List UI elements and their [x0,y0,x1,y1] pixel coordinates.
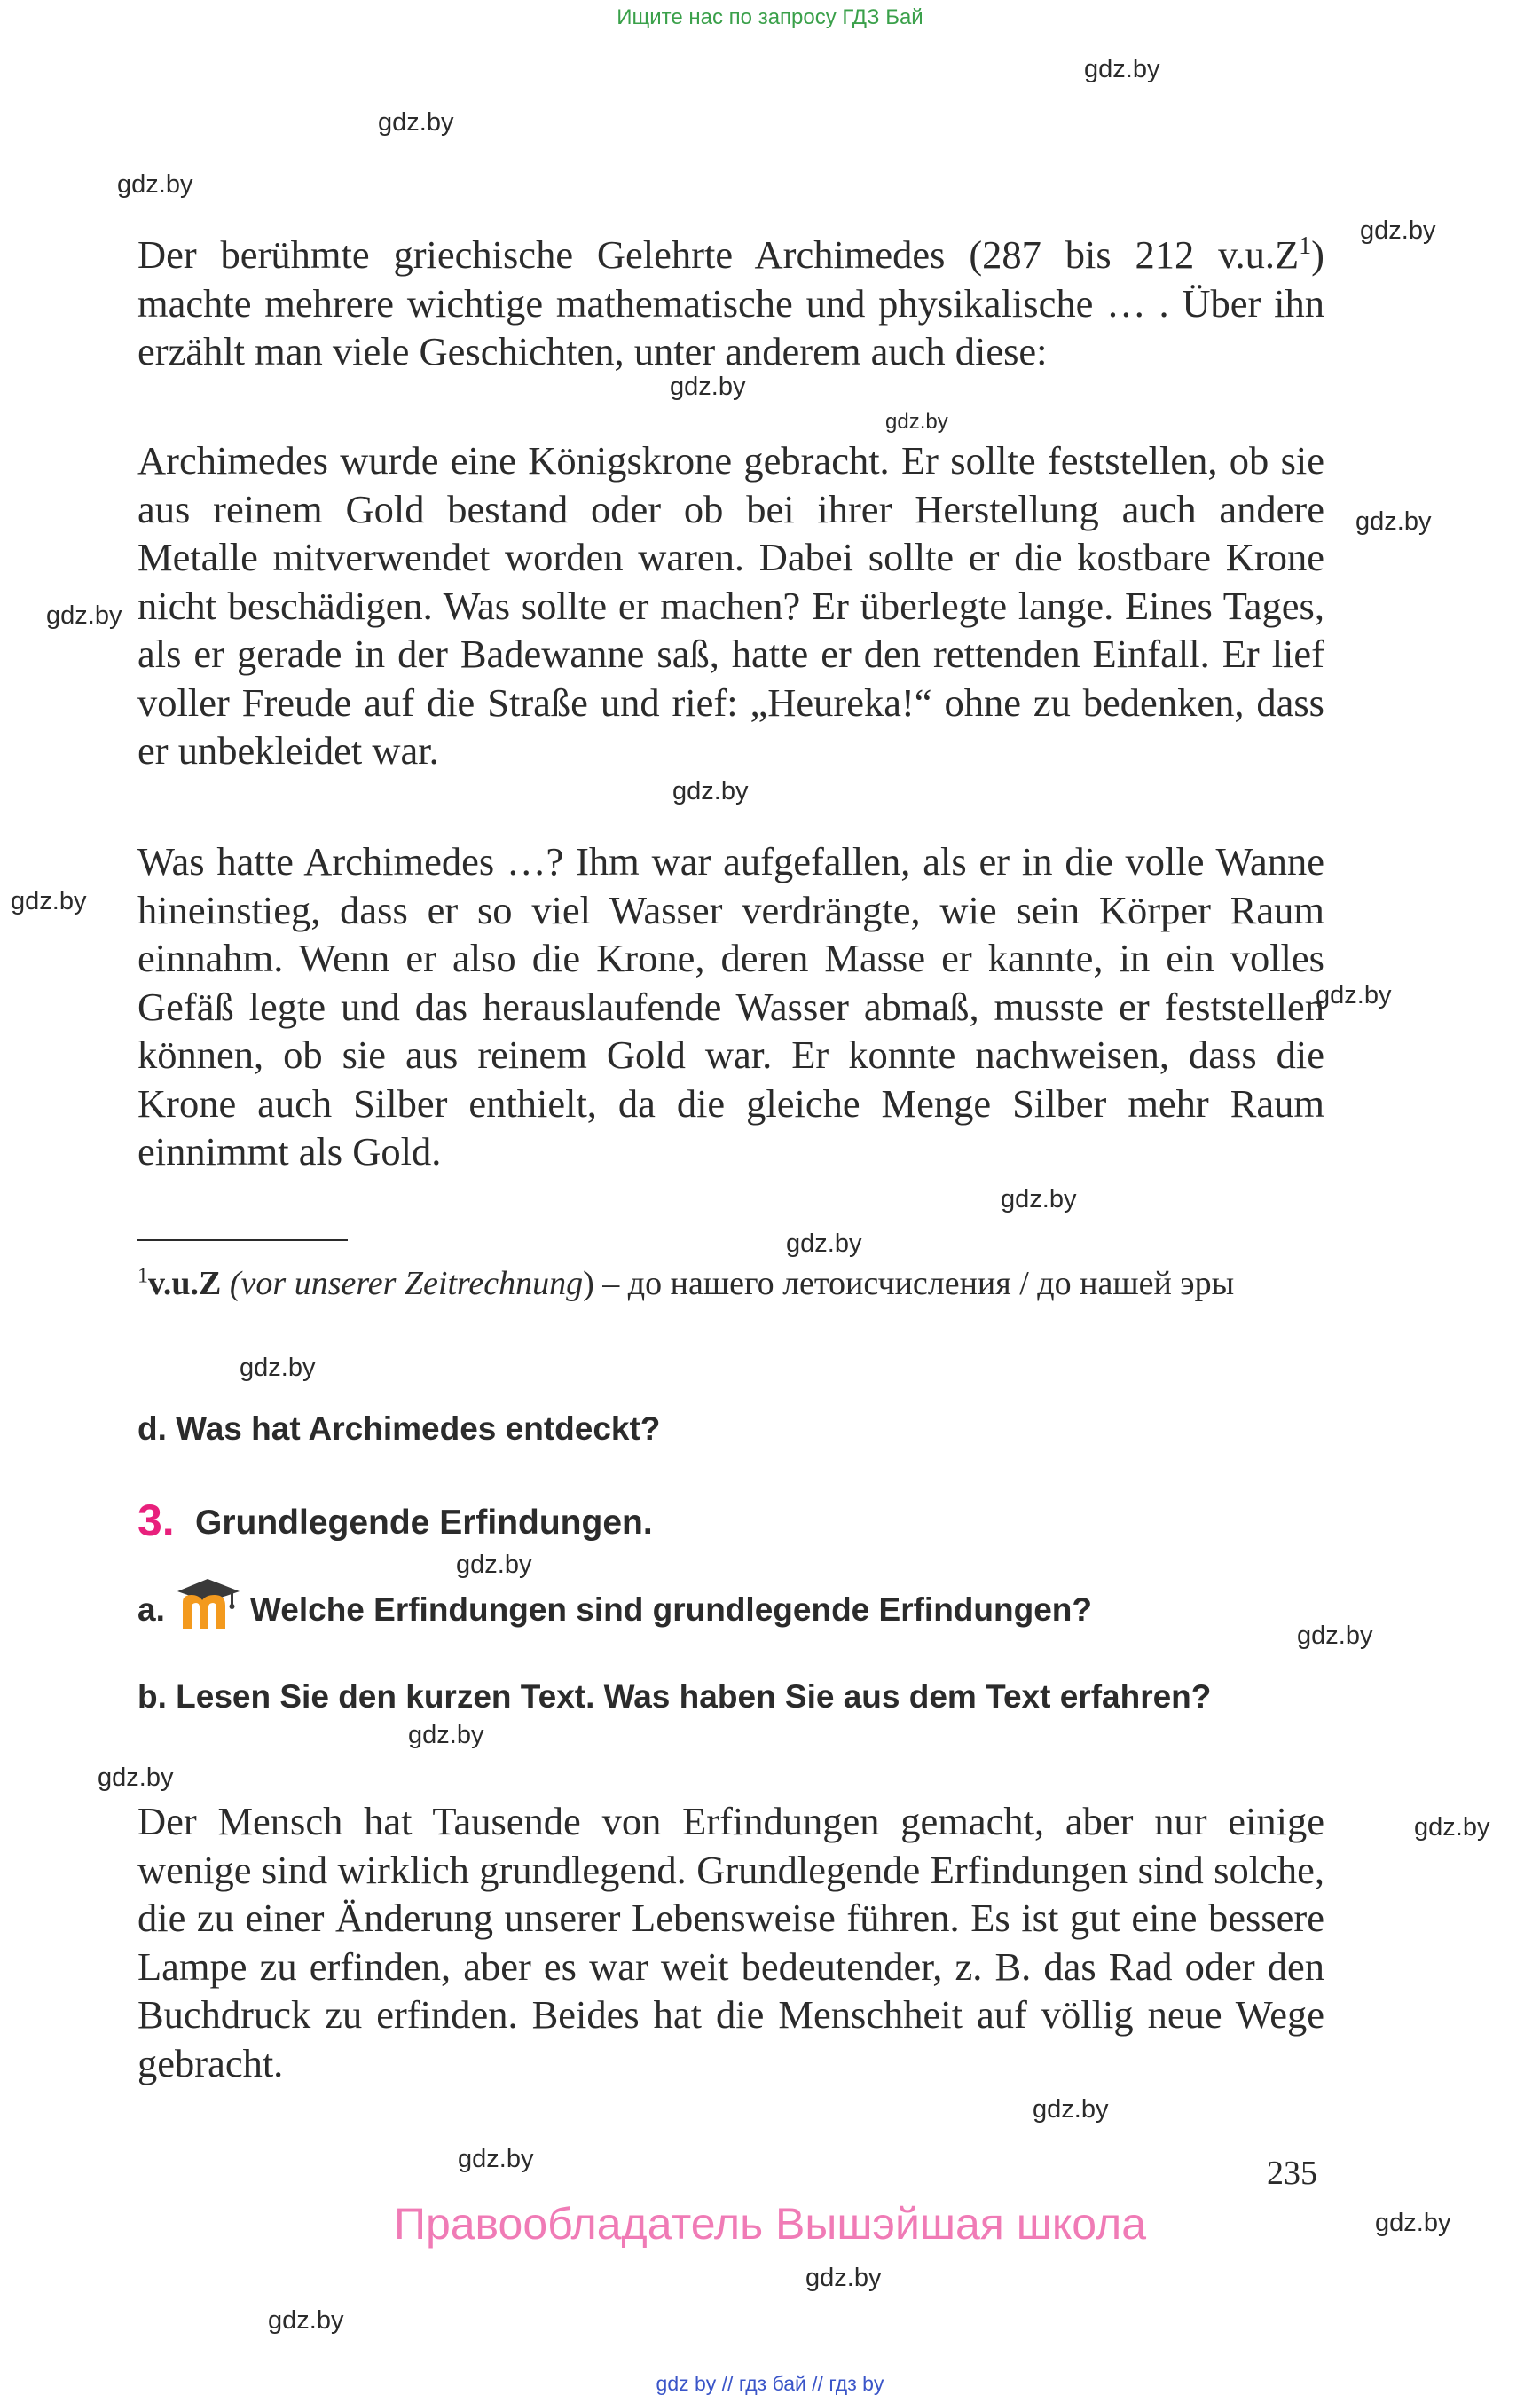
watermark: gdz.by [805,2264,882,2292]
watermark: gdz.by [1033,2095,1109,2124]
page-number: 235 [1267,2155,1317,2192]
watermark: gdz.by [1355,507,1432,536]
footnote-abbr: v.u.Z [148,1265,222,1302]
watermark: gdz.by [885,410,948,434]
paragraph-intro [138,231,1324,376]
paragraph-inventions: Der Mensch hat Tausende von Erfindungen gemacht, aber nur einige wenige sind wirklich grundlegend. Grundlegende Erfindungen sind solche, die zu einer Änderung unserer Lebensweise führen. Es ist gut eine bessere Lampe zu erfinden, aber es war weit bedeutender, z. B. das Rad oder den Buchdruck zu erfinden. Beides hat die Menschheit auf völlig neue Wege gebracht. [138,1799,1324,2085]
footnote-marker: 1 [1299,232,1312,261]
task-b: b. Lesen Sie den kurzen Text. Was haben Sie aus dem Text erfahren? [138,1678,1212,1715]
watermark: gdz.by [11,887,87,915]
footnote-number: 1 [138,1264,148,1288]
watermark: gdz.by [1414,1813,1490,1842]
watermark: gdz.by [240,1354,316,1382]
paragraph-discovery: Was hatte Archimedes …? Ihm war aufgefallen, als er in die volle Wanne hineinstieg, dass er so viel Wasser verdrängte, wie sein Körper Raum einnahm. Wenn er also die Krone, deren Masse er kannte, in ein volles Gefäß legte und das herauslaufende Wasser abmaß, musste er feststellen können, ob sie aus reinem Gold war. Er konnte nachweisen, dass die Krone auch Silber enthielt, da die gleiche Menge Silber mehr Raum einnimmt als Gold. [138,839,1324,1174]
watermark: gdz.by [672,777,749,805]
section-title: Grundlegende Erfindungen. [195,1504,653,1542]
top-banner: Ищите нас по запросу ГДЗ Бай [617,5,923,29]
watermark: gdz.by [1001,1185,1077,1213]
task-a-letter: a. [138,1591,165,1628]
watermark: gdz.by [1297,1622,1373,1650]
footnote-translation: ) – до нашего летоисчисления / до нашей эры [583,1265,1235,1302]
task-d: d. Was hat Archimedes entdeckt? [138,1410,661,1447]
watermark: gdz.by [1084,55,1160,83]
watermark: gdz.by [1375,2209,1451,2237]
watermark: gdz.by [408,1721,484,1749]
footnote [138,1261,1324,1306]
copyright-notice: Правообладатель Вышэйшая школа [394,2199,1146,2249]
task-a-text: Welche Erfindungen sind grundlegende Erfindungen? [250,1591,1092,1628]
paragraph-crown: Archimedes wurde eine Königskrone gebracht. Er sollte feststellen, ob sie aus reinem Gold bestand oder ob bei ihrer Herstellung auch andere Metalle mitverwendet worden waren. Dabei sollte er die kostbare Krone nicht beschädigen. Was sollte er machen? Er überlegte lange. Eines Tages, als er gerade in der Badewanne saß, hatte er den rettenden Einfall. Er lief voller Freude auf die Straße und rief: „Heureka!“ ohne zu bedenken, dass er unbekleidet war. [138,438,1324,773]
footnote-divider [138,1239,348,1241]
watermark: gdz.by [1316,981,1392,1009]
section-number: 3. [138,1496,175,1545]
watermark: gdz.by [786,1229,862,1258]
watermark: gdz.by [46,601,122,630]
watermark: gdz.by [117,170,193,199]
watermark: gdz.by [1360,216,1436,245]
watermark: gdz.by [378,108,454,137]
multimedia-m-icon [174,1575,243,1630]
paragraph-intro-text-cont: ) machte mehrere wichtige mathematische und physikalische … . Über ihn erzählt man viele Geschichten, unter anderem auch diese: [138,232,1324,373]
watermark: gdz.by [458,2145,534,2173]
watermark: gdz.by [268,2306,344,2335]
footnote-italic: (vor unserer Zeitrechnung [229,1265,584,1302]
watermark: gdz.by [456,1551,532,1579]
watermark: gdz.by [670,373,746,401]
paragraph-intro-text: Der berühmte griechische Gelehrte Archimedes (287 bis 212 v.u.Z [138,232,1300,277]
watermark: gdz.by [98,1763,174,1792]
bottom-links[interactable]: gdz by // гдз бай // гдз by [656,2372,884,2395]
